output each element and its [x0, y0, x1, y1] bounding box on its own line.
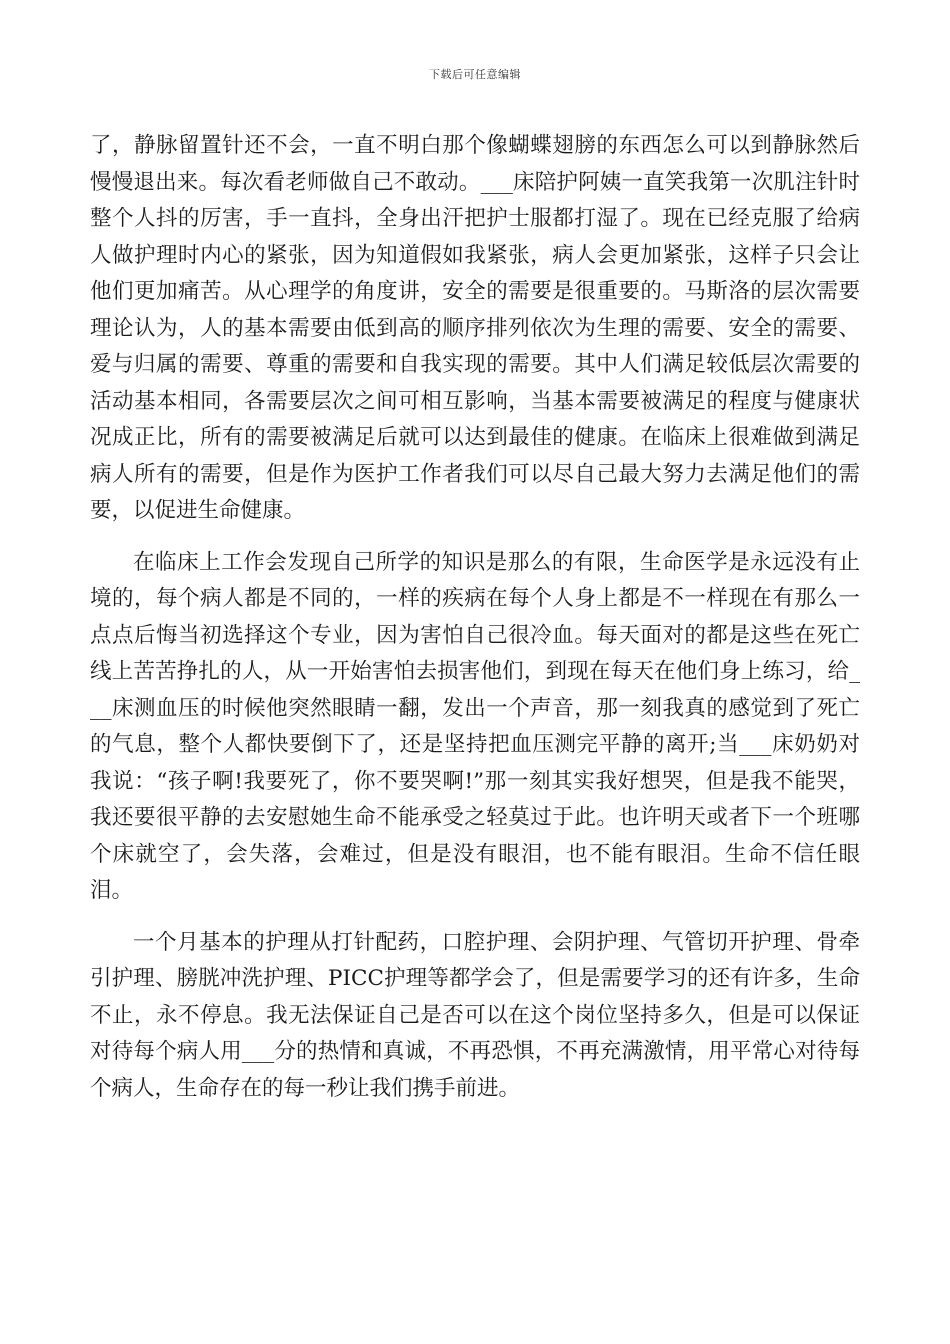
paragraph-2: 在临床上工作会发现自己所学的知识是那么的有限，生命医学是永远没有止境的，每个病人都是不同的，一样的疾病在每个人身上都是不一样现在有那么一点点后悔当初选择这个专业，因为害怕自己很冷血。每天面对的都是这些在死亡线上苦苦挣扎的人，从一开始害怕去损害他们，到现在每天在他们身上练习，给___床测血压的时候他突然眼睛一翻，发出一个声音，那一刻我真的感觉到了死亡的气息，整个人都快要倒下了，还是坚持把血压测完平静的离开;当___床奶奶对我说：“孩子啊!我要死了，你不要哭啊!”那一刻其实我好想哭，但是我不能哭，我还要很平静的去安慰她生命不能承受之轻莫过于此。也许明天或者下一个班哪个床就空了，会失落，会难过，但是没有眼泪，也不能有眼泪。生命不信任眼泪。 [90, 549, 860, 903]
paragraph-1: 了，静脉留置针还不会，一直不明白那个像蝴蝶翅膀的东西怎么可以到静脉然后慢慢退出来。每次看老师做自己不敢动。___床陪护阿姨一直笑我第一次肌注针时整个人抖的厉害，手一直抖，全身出汗把护士服都打湿了。现在已经克服了给病人做护理时内心的紧张，因为知道假如我紧张，病人会更加紧张，这样子只会让他们更加痛苦。从心理学的角度讲，安全的需要是很重要的。马斯洛的层次需要理论认为，人的基本需要由低到高的顺序排列依次为生理的需要、安全的需要、爱与归属的需要、尊重的需要和自我实现的需要。其中人们满足较低层次需要的活动基本相同，各需要层次之间可相互影响，当基本需要被满足的程度与健康状况成正比，所有的需要被满足后就可以达到最佳的健康。在临床上很难做到满足病人所有的需要，但是作为医护工作者我们可以尽自己最大努力去满足他们的需要，以促进生命健康。 [90, 133, 860, 523]
page-header: 下载后可任意编辑 [429, 68, 521, 81]
document-body [90, 128, 860, 1122]
paragraph-3: 一个月基本的护理从打针配药，口腔护理、会阴护理、气管切开护理、骨牵引护理、膀胱冲洗护理、PICC护理等都学会了，但是需要学习的还有许多，生命不止，永不停息。我无法保证自己是否可以在这个岗位坚持多久，但是可以保证对待每个病人用___分的热情和真诚，不再恐惧，不再充满激情，用平常心对待每个病人，生命存在的每一秒让我们携手前进。 [90, 929, 860, 1101]
